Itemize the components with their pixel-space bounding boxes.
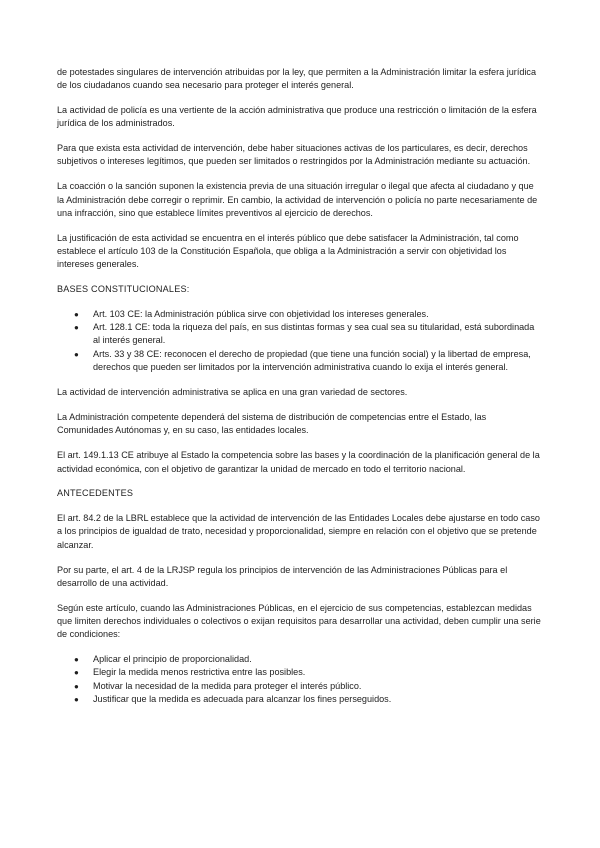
list-item-text: Arts. 33 y 38 CE: reconocen el derecho de propiedad (que tiene una función social) y la libertad de empresa, derechos que pueden ser limitados por la intervención administrativa cuando lo exija el interés general. <box>93 348 531 373</box>
paragraph-actividad-policia: La actividad de policía es una vertiente de la acción administrativa que produce una restricción o limitación de la esfera jurídica de los administrados. <box>57 105 537 129</box>
list-item <box>57 680 541 693</box>
list-item <box>57 693 541 706</box>
paragraph-administracion-competente: La Administración competente dependerá del sistema de distribución de competencias entre el Estado, las Comunidades Autónomas y, en su caso, las entidades locales. <box>57 412 487 436</box>
list-item <box>57 308 541 321</box>
list-item-text: Art. 103 CE: la Administración pública sirve con objetividad los intereses generales. <box>93 308 429 319</box>
document-body <box>57 66 541 718</box>
paragraph-justificacion: La justificación de esta actividad se encuentra en el interés público que debe satisfacer la Administración, tal como establece el artículo 103 de la Constitución Española, que obliga a la Administración a servir con objetividad los intereses generales. <box>57 232 519 270</box>
heading-bases-constitucionales: BASES CONSTITUCIONALES: <box>57 284 190 295</box>
bullet-icon: ● <box>74 681 79 691</box>
bullet-icon: ● <box>74 668 79 678</box>
bullet-icon: ● <box>74 349 79 359</box>
paragraph-potestades: de potestades singulares de intervención atribuidas por la ley, que permiten a la Administración limitar la esfera jurídica de los ciudadanos cuando sea necesario para proteger el interés general. <box>57 67 537 91</box>
list-item-text: Art. 128.1 CE: toda la riqueza del país, en sus distintas formas y sea cual sea su titularidad, está subordinada al interés general. <box>93 322 535 346</box>
paragraph-variedad-sectores: La actividad de intervención administrativa se aplica en una gran variedad de sectores. <box>57 387 408 398</box>
paragraph-art-4-lrjsp: Por su parte, el art. 4 de la LRJSP regula los principios de intervención de las Administraciones Públicas para el desarrollo de una actividad. <box>57 564 508 588</box>
bullet-icon: ● <box>74 323 79 333</box>
list-item-text: Justificar que la medida es adecuada para alcanzar los fines perseguidos. <box>93 693 392 704</box>
bullet-icon: ● <box>74 309 79 319</box>
bullet-icon: ● <box>74 694 79 704</box>
bases-list <box>57 308 541 374</box>
paragraph-situaciones-activas: Para que exista esta actividad de intervención, debe haber situaciones activas de los particulares, es decir, derechos subjetivos o intereses legítimos, que pueden ser limitados o restringidos por la Administración mediante su actuación. <box>57 143 531 167</box>
heading-antecedentes: ANTECEDENTES <box>57 488 134 499</box>
list-item <box>57 321 541 348</box>
paragraph-art-149: El art. 149.1.13 CE atribuye al Estado la competencia sobre las bases y la coordinación de la planificación general de la actividad económica, con el objetivo de garantizar la unidad de mercado en todo el territorio nacional. <box>57 450 540 474</box>
paragraph-condiciones: Según este artículo, cuando las Administraciones Públicas, en el ejercicio de sus competencias, establezcan medidas que limiten derechos individuales o colectivos o exijan requisitos para desarrollar una actividad, deben cumplir una serie de condiciones: <box>57 602 541 640</box>
list-item-text: Elegir la medida menos restrictiva entre las posibles. <box>93 667 306 678</box>
conditions-list <box>57 653 541 706</box>
paragraph-art-84: El art. 84.2 de la LBRL establece que la actividad de intervención de las Entidades Locales debe ajustarse en todo caso a los principios de igualdad de trato, necesidad y proporcionalidad, siempre en relación con el objetivo que se pretende alcanzar. <box>57 513 540 550</box>
list-item-text: Aplicar el principio de proporcionalidad. <box>93 654 252 664</box>
list-item-text: Motivar la necesidad de la medida para proteger el interés público. <box>93 680 362 691</box>
paragraph-coaccion-sancion: La coacción o la sanción suponen la existencia previa de una situación irregular o ilegal que afecta al ciudadano y que la Administración debe corregir o reprimir. En cambio, la actividad de intervención o policía no parte necesariamente de una infracción, sino que establece límites preventivos al ejercicio de derechos. <box>57 181 538 218</box>
list-item <box>57 348 541 375</box>
list-item <box>57 653 541 666</box>
list-item <box>57 666 541 679</box>
bullet-icon: ● <box>74 655 79 664</box>
